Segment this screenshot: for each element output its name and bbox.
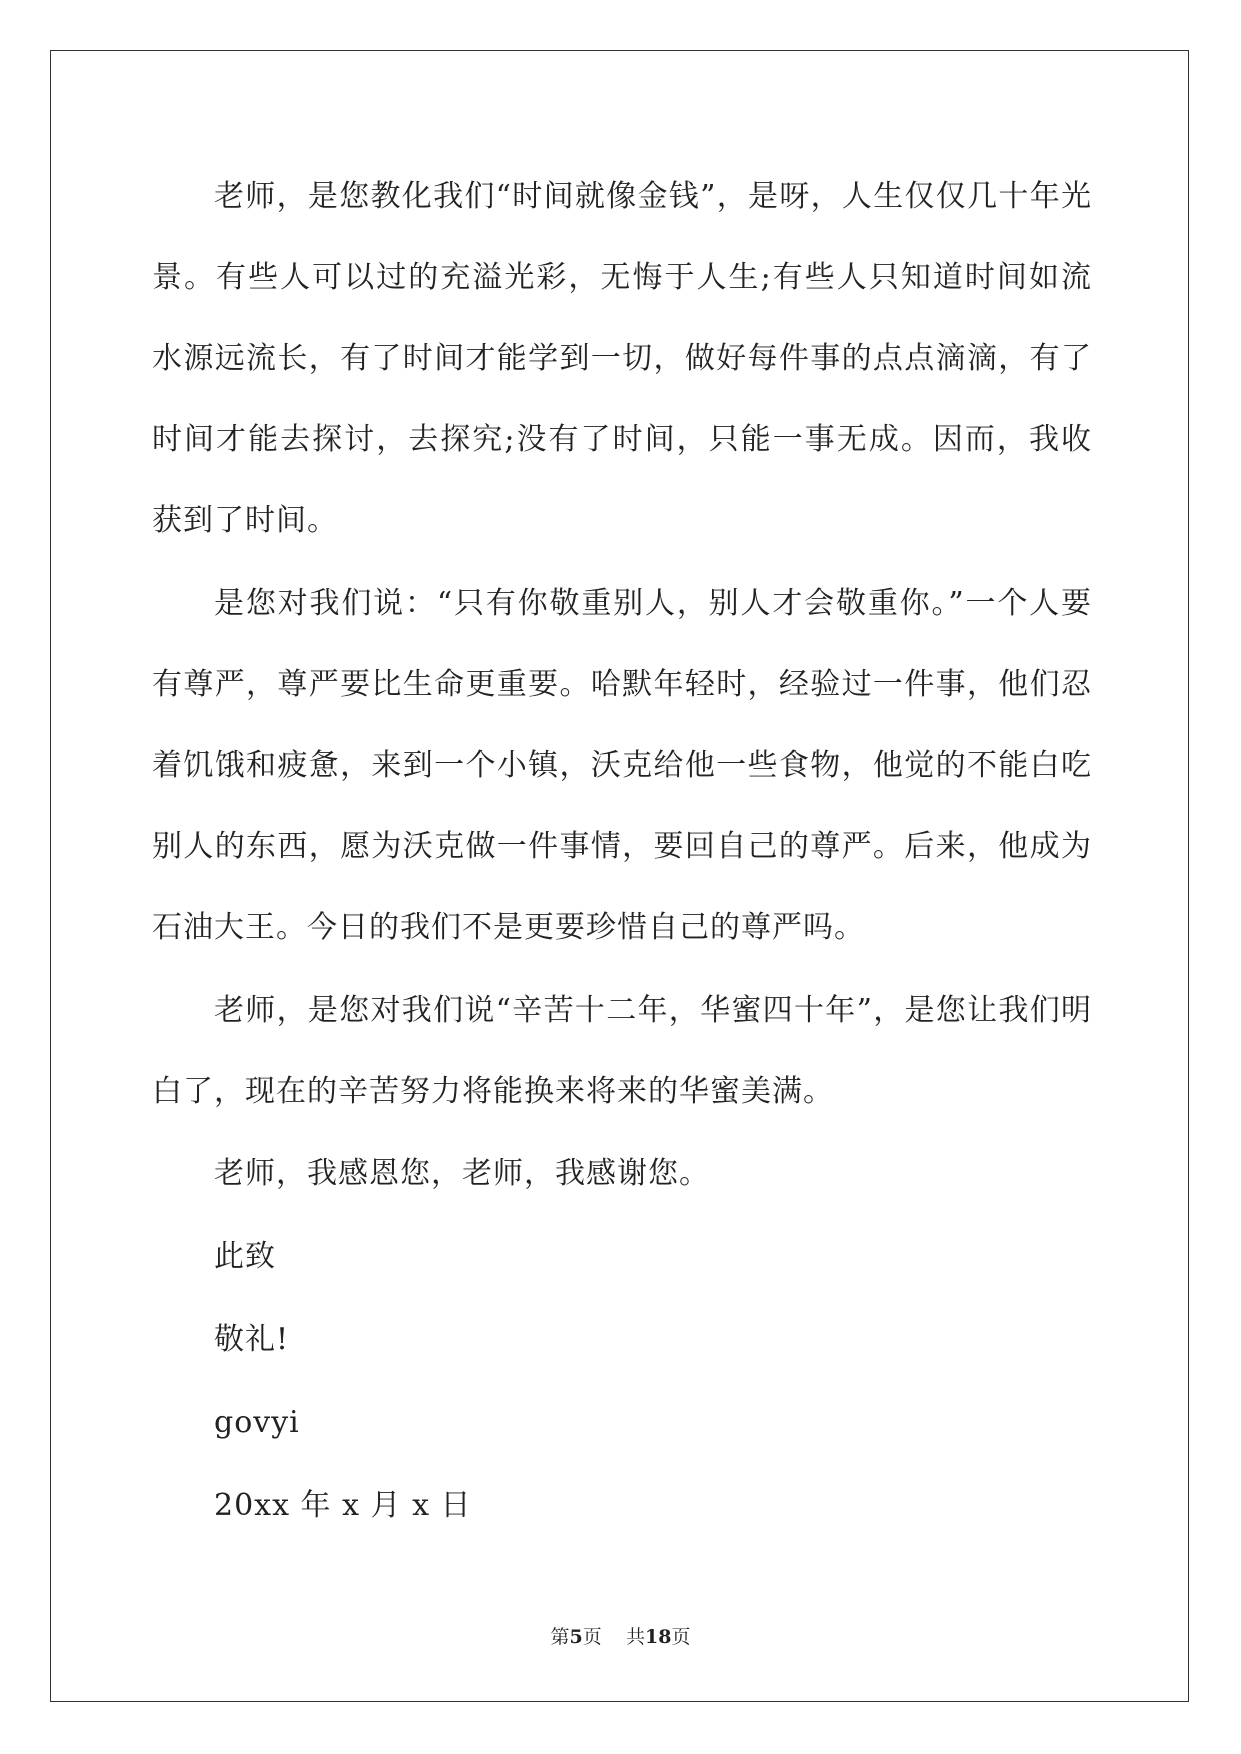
total-suffix: 页 xyxy=(671,1626,691,1648)
closing-salutation: 此致 xyxy=(214,1239,276,1274)
gratitude-line: 老师，我感恩您，老师，我感谢您。 xyxy=(214,1156,710,1191)
paragraph-dignity: 是您对我们说：“只有你敬重别人，别人才会敬重你。”一个人要有尊严，尊严要比生命更重要。哈默年轻时，经验过一件事，他们忍着饥饿和疲惫，来到一个小镇，沃克给他一些食物，他觉的不能白吃别人的东西，愿为沃克做一件事情，要回自己的尊严。后来，他成为石油大王。今日的我们不是更要珍惜自己的尊严吗。 xyxy=(152,586,1092,945)
total-prefix: 共 xyxy=(625,1626,645,1648)
page-prefix: 第 xyxy=(550,1626,570,1648)
letter-body xyxy=(152,156,1092,1547)
page-number: 5 xyxy=(569,1626,583,1648)
paragraph-time: 老师，是您教化我们“时间就像金钱”，是呀，人生仅仅几十年光景。有些人可以过的充溢光彩，无悔于人生;有些人只知道时间如流水源远流长，有了时间才能学到一切，做好每件事的点点滴滴，有了时间才能去探讨，去探究;没有了时间，只能一事无成。因而，我收获到了时间。 xyxy=(152,179,1092,538)
total-pages: 18 xyxy=(644,1626,672,1648)
paragraph-hardwork: 老师，是您对我们说“辛苦十二年，华蜜四十年”，是您让我们明白了，现在的辛苦努力将能换来将来的华蜜美满。 xyxy=(152,993,1092,1109)
page-suffix: 页 xyxy=(582,1626,602,1648)
letter-date: 20xx 年 x 月 x 日 xyxy=(214,1488,472,1523)
closing-respect: 敬礼! xyxy=(214,1322,290,1357)
page-footer xyxy=(0,1622,1241,1649)
signature: govyi xyxy=(214,1405,300,1440)
